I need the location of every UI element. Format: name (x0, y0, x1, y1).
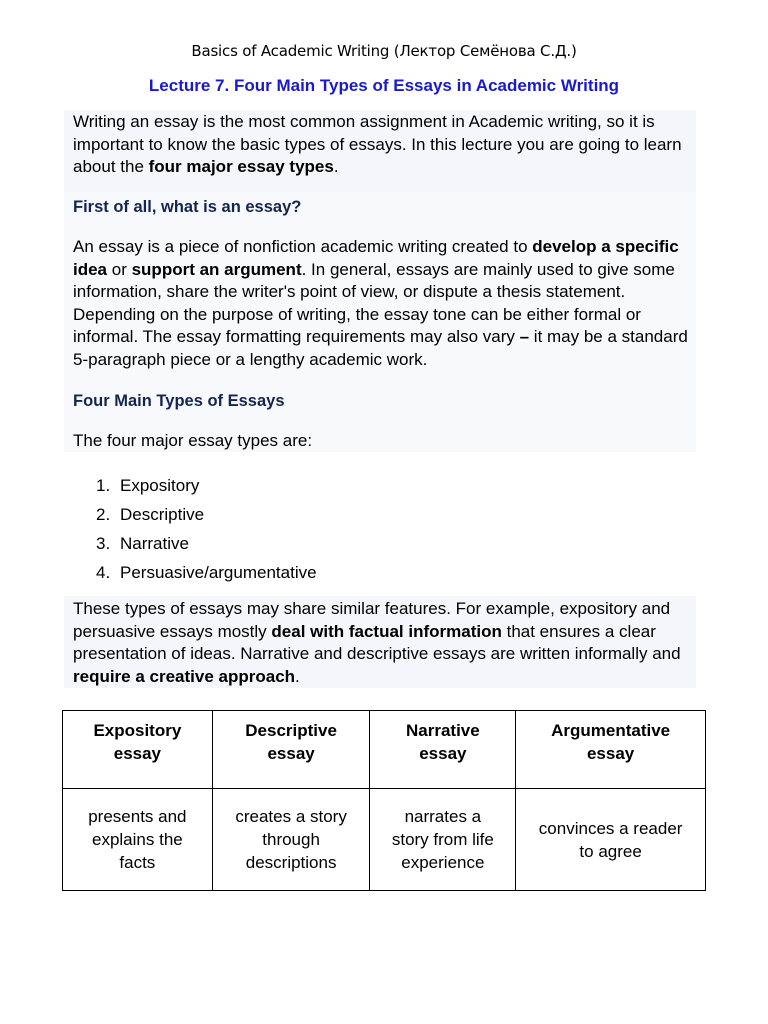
comparison-bold: deal with factual information (271, 621, 502, 641)
cell-line: facts (119, 853, 156, 872)
header-line: Narrative (406, 721, 480, 740)
comparison-bold: require a creative approach (73, 666, 296, 686)
cell-line: story from life (391, 830, 494, 849)
list-item (96, 558, 317, 587)
section-heading-what-is-essay: First of all, what is an essay? (73, 198, 302, 216)
intro-text-end: . (333, 157, 339, 177)
table-header-cell (212, 711, 370, 789)
cell-line: presents and (88, 807, 187, 826)
table-header-cell (63, 711, 213, 789)
list-number: 2. (96, 505, 111, 524)
types-lead: The four major essay types are: (73, 431, 313, 450)
essay-types-list (96, 471, 317, 587)
intro-text: Writing an essay is the most common assignment in Academic writing, so it is important to know the basic types of essays. In this lecture you are going to learn about the (73, 112, 682, 177)
intro-paragraph (73, 111, 698, 179)
list-item (96, 500, 317, 529)
header-line: essay (267, 744, 315, 763)
list-number: 1. (96, 476, 111, 495)
header-line: essay (586, 744, 635, 763)
list-label: Expository (120, 476, 200, 495)
cell-line: through (262, 830, 320, 849)
header-line: essay (113, 744, 162, 763)
definition-text: . In general, essays are mainly used to give some information, share the writer's point of view, or dispute a thesis statement. Depending on the purpose of writing, the essay tone can be either formal or informal. The essay formatting requirements may also vary (73, 259, 675, 347)
cell-line: creates a story (235, 807, 347, 826)
comparison-paragraph (73, 598, 698, 688)
lecture-title: Lecture 7. Four Main Types of Essays in Academic Writing (148, 76, 620, 95)
header-line: essay (419, 744, 467, 763)
section-heading-four-types: Four Main Types of Essays (73, 392, 285, 410)
definition-bold: develop a specific idea (73, 237, 679, 279)
list-item (96, 471, 317, 500)
list-number: 3. (96, 534, 111, 553)
list-item (96, 529, 317, 558)
cell-line: convinces a reader (538, 818, 683, 838)
header-line: Descriptive (245, 721, 337, 740)
table-header-cell (370, 711, 516, 789)
cell-line: explains the (92, 830, 183, 849)
list-label: Narrative (120, 534, 189, 553)
essay-types-table (62, 710, 706, 891)
table-cell (212, 789, 370, 891)
running-header: Basics of Academic Writing (Лектор Семёнова С.Д.) (191, 42, 577, 60)
cell-line: experience (401, 853, 485, 872)
header-line: Argumentative (551, 721, 671, 740)
cell-line: narrates a (404, 807, 482, 826)
definition-text: An essay is a piece of nonfiction academic writing created to (73, 237, 533, 256)
comparison-text: . (295, 666, 300, 686)
table-cell (63, 789, 213, 891)
comparison-text: These types of essays may share similar features. For example, expository and persuasive essays mostly (73, 599, 671, 641)
definition-dash: – (519, 327, 530, 347)
definition-bold: support an argument (131, 259, 302, 279)
table-header-cell (516, 711, 706, 789)
list-number: 4. (96, 563, 111, 582)
table-cell (370, 789, 516, 891)
table-header-row (63, 711, 706, 789)
definition-text: or (107, 259, 132, 279)
cell-line: to agree (579, 841, 642, 861)
definition-paragraph (73, 236, 698, 372)
comparison-text: that ensures a clear presentation of ideas. Narrative and descriptive essays are written informally and (73, 621, 681, 664)
header-line: Expository (93, 721, 182, 740)
definition-text: it may be a standard 5-paragraph piece or a lengthy academic work. (73, 327, 688, 369)
list-label: Descriptive (120, 505, 205, 524)
table-cell (516, 789, 706, 891)
list-label: Persuasive/argumentative (120, 563, 317, 582)
intro-bold: four major essay types (148, 157, 334, 177)
table-row (63, 789, 706, 891)
cell-line: descriptions (245, 853, 337, 872)
